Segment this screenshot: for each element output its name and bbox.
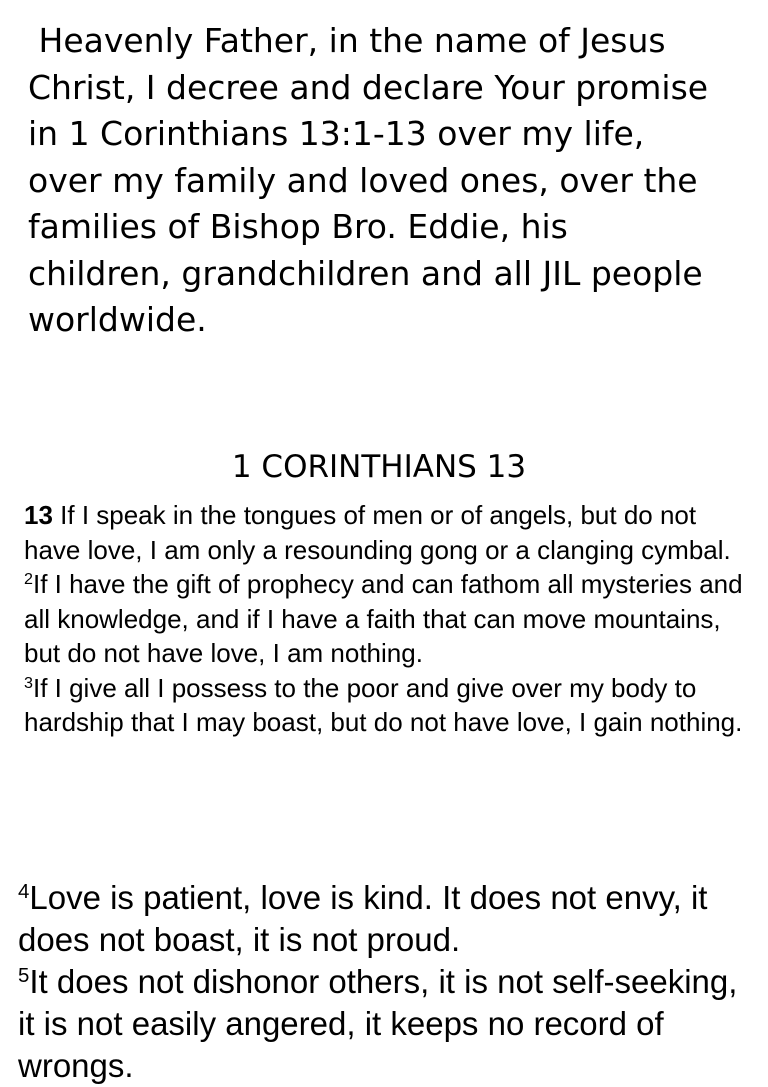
verse-5 <box>18 961 758 1087</box>
verse-3 <box>24 671 744 740</box>
verse-number: 13 <box>24 500 53 530</box>
verses-block-large <box>18 877 758 1087</box>
prayer-line: Heavenly Father, in the name of Jesus <box>28 21 666 60</box>
prayer-line: over my family and loved ones, over the <box>28 160 698 200</box>
passage-title: 1 CORINTHIANS 13 <box>231 449 527 485</box>
prayer-line: children, grandchildren and all JIL people <box>28 253 703 293</box>
prayer-paragraph <box>28 18 758 344</box>
prayer-line: in 1 Corinthians 13:1-13 over my life, <box>28 114 645 153</box>
verse-text: Love is patient, love is kind. It does not envy, it does not boast, it is not proud. <box>18 879 708 958</box>
verse-text: If I speak in the tongues of men or of angels, but do not have love, I am only a resounding gong or a clanging cymbal. <box>24 500 731 565</box>
verse-text: If I have the gift of prophecy and can fathom all mysteries and all knowledge, and if I have a faith that can move mountains, but do not have love, I am nothing. <box>24 569 743 668</box>
prayer-line: Christ, I decree and declare Your promise <box>28 67 709 107</box>
prayer-line: worldwide. <box>28 300 207 339</box>
verse-1 <box>24 498 744 567</box>
verse-4 <box>18 877 758 961</box>
prayer-line: families of Bishop Bro. Eddie, his <box>28 207 568 246</box>
verse-number: 4 <box>18 879 30 903</box>
verse-number: 5 <box>18 963 30 987</box>
verse-text: It does not dishonor others, it is not self-seeking, it is not easily angered, it keeps no record of wrongs. <box>18 963 738 1084</box>
verse-number: 3 <box>24 673 33 692</box>
verse-text: If I give all I possess to the poor and give over my body to hardship that I may boast, but do not have love, I gain nothing. <box>24 672 743 737</box>
verse-number: 2 <box>24 570 33 589</box>
verse-2 <box>24 567 744 671</box>
verses-block-small <box>24 498 744 740</box>
